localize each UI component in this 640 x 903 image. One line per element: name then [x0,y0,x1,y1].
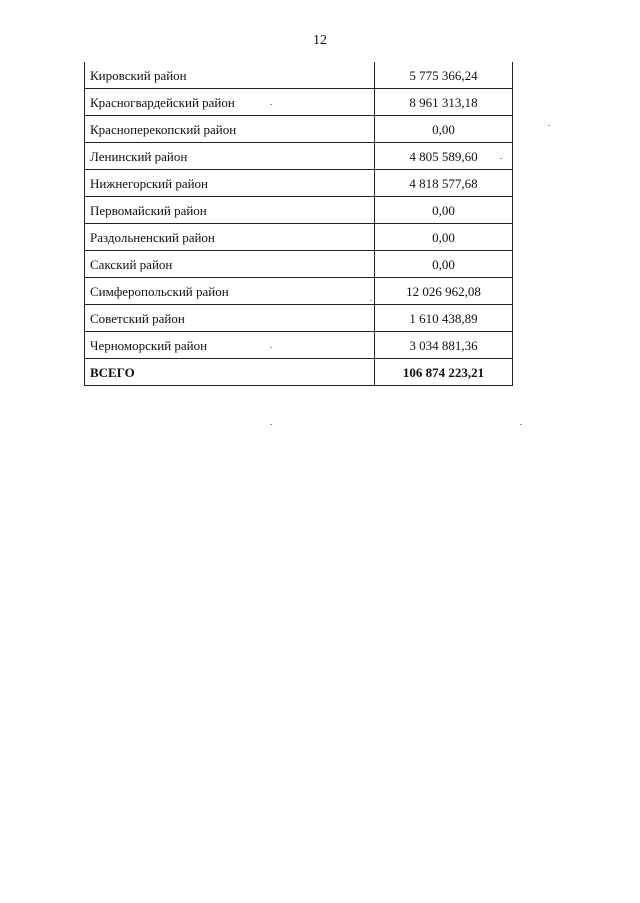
scan-speck [370,300,372,301]
region-amount: 0,00 [375,116,513,143]
region-name: Ленинский район [85,143,375,170]
region-name: Советский район [85,305,375,332]
region-amount: 3 034 881,36 [375,332,513,359]
region-amount: 0,00 [375,197,513,224]
region-name: Симферопольский район [85,278,375,305]
region-name: Красноперекопский район [85,116,375,143]
region-name: Сакский район [85,251,375,278]
region-amount: 12 026 962,08 [375,278,513,305]
scan-speck [500,158,502,159]
scan-speck [270,347,272,348]
table-row [85,143,513,170]
region-amount: 5 775 366,24 [375,62,513,89]
table-row [85,251,513,278]
region-name: Нижнегорский район [85,170,375,197]
table-row [85,89,513,116]
region-amount: 0,00 [375,224,513,251]
table-row [85,278,513,305]
table-row [85,305,513,332]
region-name: Раздольненский район [85,224,375,251]
region-name: Красногвардейский район [85,89,375,116]
table-row [85,116,513,143]
region-name: Кировский район [85,62,375,89]
scan-speck [270,424,272,425]
region-amount-table [84,62,513,386]
region-amount: 4 805 589,60 [375,143,513,170]
region-amount: 8 961 313,18 [375,89,513,116]
scan-speck [270,104,272,105]
table-row [85,62,513,89]
scan-speck [548,125,550,126]
page-number: 12 [313,33,327,48]
region-name: Первомайский район [85,197,375,224]
total-row [85,359,513,386]
table-row [85,224,513,251]
scan-speck [520,424,522,425]
region-amount: 4 818 577,68 [375,170,513,197]
region-amount: 1 610 438,89 [375,305,513,332]
table-row [85,332,513,359]
table-row [85,197,513,224]
region-name: Черноморский район [85,332,375,359]
region-amount: 0,00 [375,251,513,278]
total-amount: 106 874 223,21 [375,359,513,386]
table-row [85,170,513,197]
total-label: ВСЕГО [85,359,375,386]
